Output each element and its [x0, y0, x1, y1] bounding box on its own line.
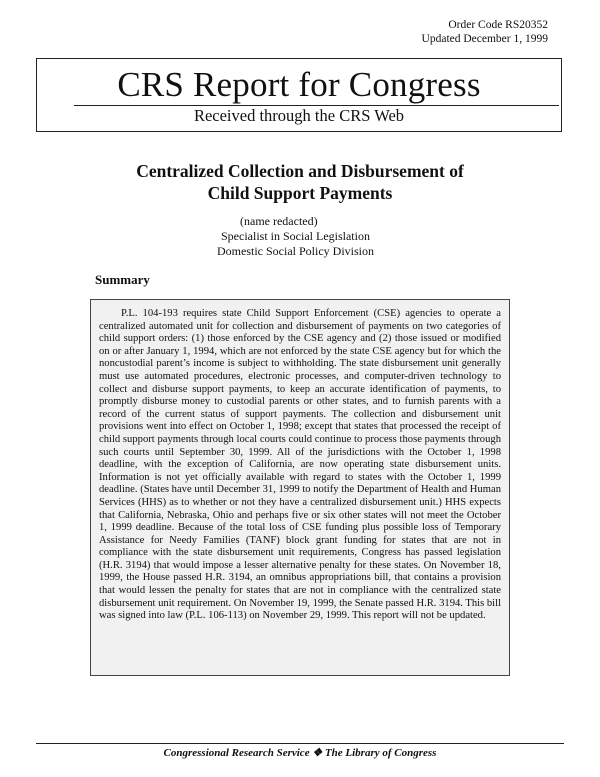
footer-text: Congressional Research Service ❖ The Library of Congress — [163, 747, 437, 759]
author-division: Domestic Social Policy Division — [217, 244, 374, 258]
report-title — [60, 160, 540, 204]
report-title-line-1: Centralized Collection and Disbursement of — [136, 161, 464, 181]
summary-text: P.L. 104-193 requires state Child Support Enforcement (CSE) agencies to operate a centralized automated unit for collection and disbursement of payments on two categories of child support orders: (1) those enforced by the CSE agency and (2) those issued or modified on or after January 1, 1994, which are not enforced by the state CSE agency but for which the noncustodial parent’s income is subject to withholding. The state disbursement unit generally must use automated procedures, electronic processes, and computer-driven technology to collect and disburse support payments, to keep an accurate identification of payments, to promptly disburse money to custodial parents or other states, and to furnish parents with a record of the current status of support payments. The collection and disbursement unit provisions went into effect on October 1, 1998; except that states that processed the receipt of child support payments through local courts could continue to process those payments through such courts until September 30, 1999. All of the jurisdictions with the October 1, 1998 deadline, with the exception of California, are now operating state disbursement units. Information is not yet officially available with regard to states with the October 1, 1999 deadline. (States have until December 31, 1999 to notify the Department of Health and Human Services (HHS) as to whether or not they have a centralized disbursement unit.) HHS expects that California, Nebraska, Ohio and perhaps five or six other states will not meet the October 1, 1999 deadline. Because of the total loss of CSE funding plus possible loss of Temporary Assistance for Needy Families (TANF) block grant funding for states that are not in compliance with the state disbursement unit requirements, Congress has passed legislation (H.R. 3194) that would impose a lesser alternative penalty for these states. On November 18, 1999, the House passed H.R. 3194, an omnibus appropriations bill, that contains a provision that would lessen the penalty for states that are not in compliance with the centralized state disbursement unit requirement. On November 19, 1999, the Senate passed H.R. 3194. This bill was signed into law (P.L. 106-113) on November 29, 1999. This report will not be updated. — [99, 308, 502, 622]
order-code-block — [422, 18, 548, 46]
report-header-box — [36, 58, 562, 132]
summary-box — [90, 299, 510, 676]
author-name: (name redacted) — [240, 214, 318, 228]
updated-date: Updated December 1, 1999 — [421, 33, 548, 45]
report-series-subtitle: Received through the CRS Web — [193, 106, 405, 125]
footer-divider — [36, 743, 564, 744]
order-code: Order Code RS20352 — [448, 19, 548, 31]
report-title-line-2: Child Support Payments — [207, 183, 393, 203]
author-role: Specialist in Social Legislation — [221, 229, 370, 243]
summary-heading: Summary — [95, 272, 150, 287]
report-series-title: CRS Report for Congress — [117, 65, 481, 104]
